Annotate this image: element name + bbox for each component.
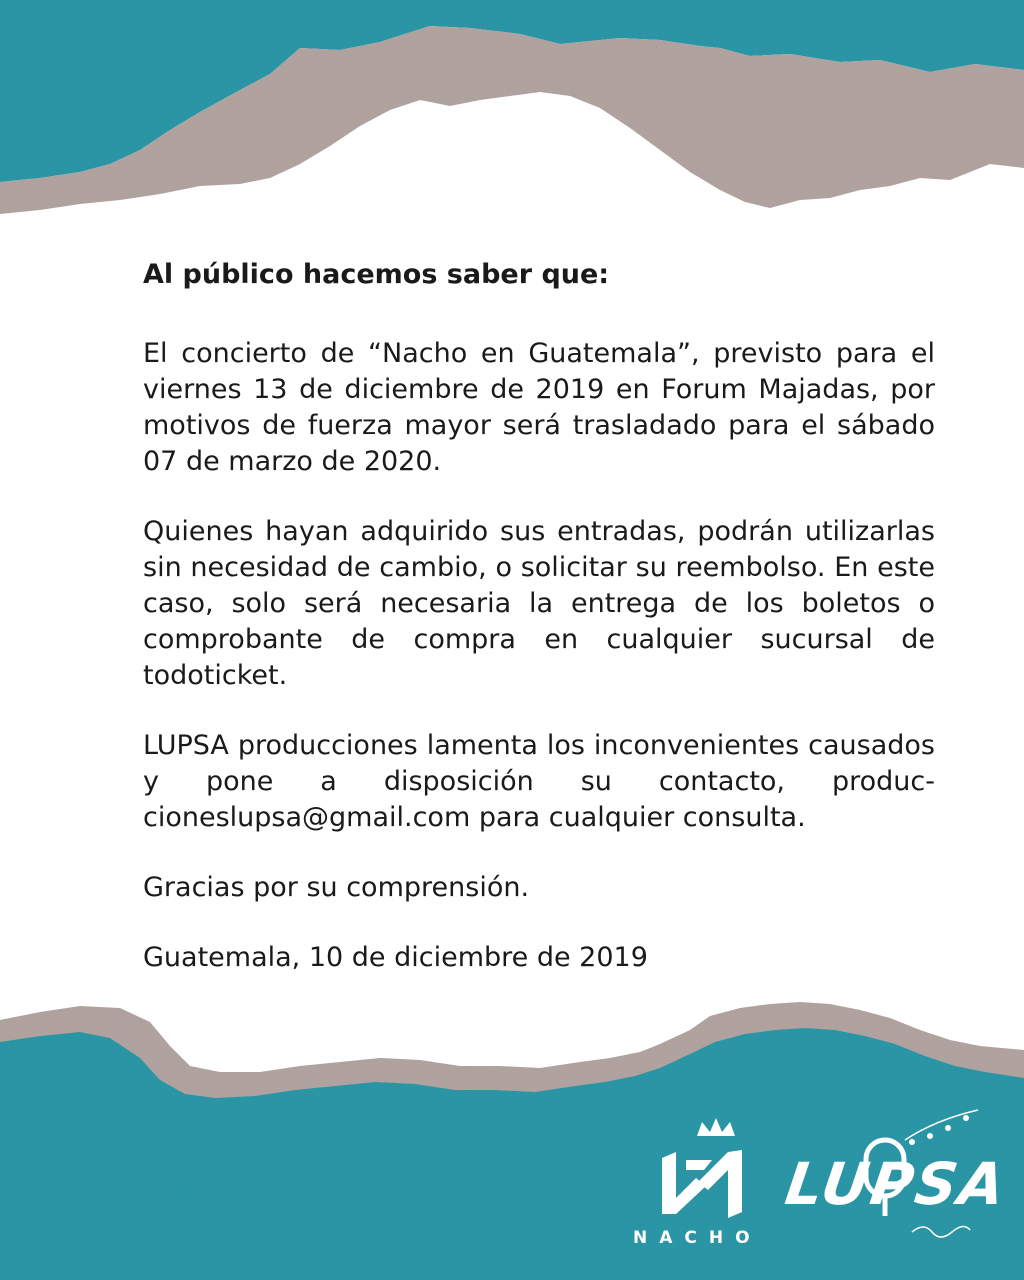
lupsa-logo-text: LUPSA [781,1150,1011,1218]
paragraph-thanks: Gracias por su comprensión. [143,872,530,903]
nacho-logo-text: NACHO [633,1228,762,1248]
heading: Al público hacemos saber que: [143,259,610,290]
paragraph-date: Guatemala, 10 de diciembre de 2019 [143,942,648,973]
paragraph-postponement: El concierto de “Nacho en Guatemala”, previsto para el viernes 13 de diciembre de 2019 en Forum Majadas, por motivos de fuerza mayor será trasladado para el sábado 07 de marzo de 2020. [143,338,935,477]
announcement-text [143,252,935,1010]
paragraph-contact: LUPSA producciones lamenta los inconvenientes causados y pone a disposición su contacto, produccioneslupsa@gmail.com para cualquier consulta. [143,730,935,833]
paragraph-tickets: Quienes hayan adquirido sus entradas, podrán utilizarlas sin necesidad de cambio, o solicitar su reembolso. En este caso, solo será necesaria la entrega de los boletos o comprobante de compra en cualquier sucursal de todoticket. [143,516,935,691]
